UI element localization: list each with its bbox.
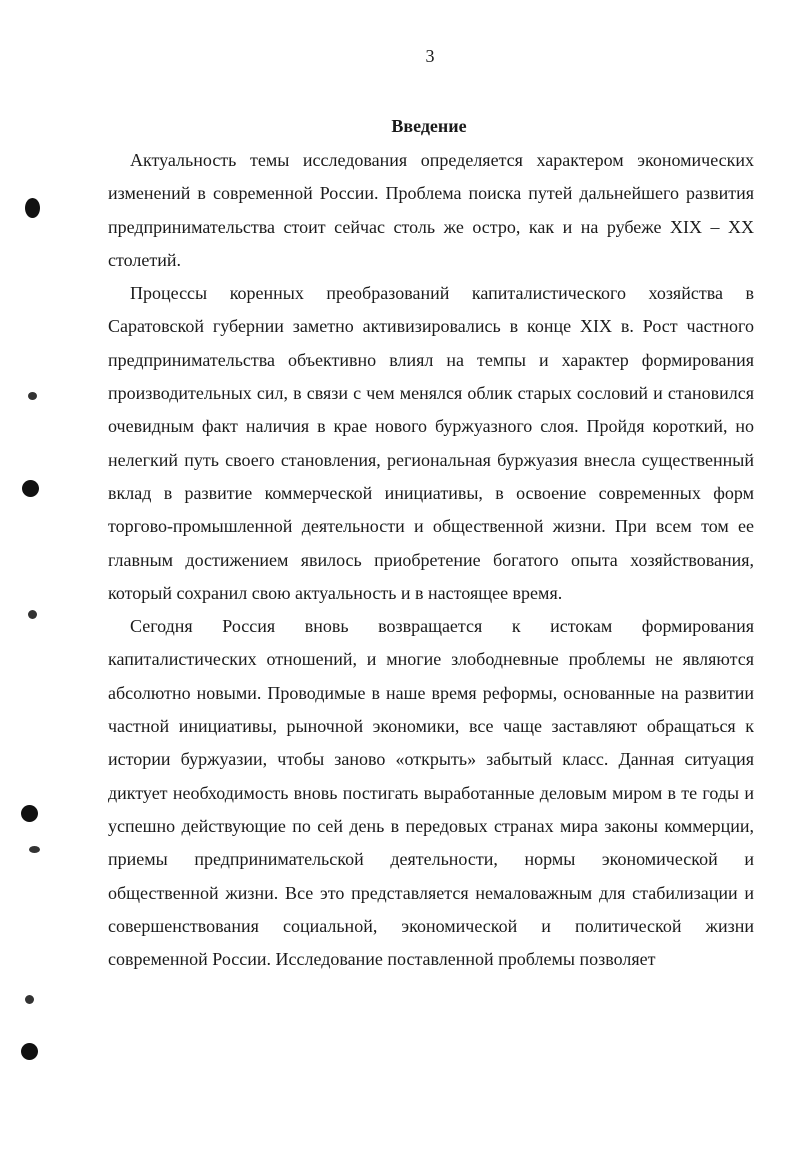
paragraph-3: Сегодня Россия вновь возвращается к истокам формирования капиталистических отношений, и многие злободневные проблемы не являются абсолютно новыми. Проводимые в наше время реформы, основанные на развитии частной инициативы, рыночной экономики, все чаще заставляют обращаться к истории буржуазии, чтобы заново «открыть» забытый класс. Данная ситуация диктует необходимость вновь постигать выработанные деловым миром в те годы и успешно действующие по сей день в передовых странах мира законы коммерции, приемы предпринимательской деятельности, нормы экономической и общественной жизни. Все это представляется немаловажным для стабилизации и совершенствования социальной, экономической и политической жизни современной России. Исследование поставленной проблемы позволяет — [108, 616, 754, 970]
punch-hole — [25, 198, 40, 218]
page-number: 3 — [425, 46, 435, 66]
section-heading: Введение — [391, 116, 467, 136]
body-text — [108, 144, 754, 976]
scan-speck — [25, 995, 34, 1004]
scan-speck — [28, 610, 37, 619]
scan-speck — [29, 846, 40, 853]
punch-hole — [21, 1043, 38, 1060]
punch-hole — [22, 480, 39, 497]
punch-hole — [21, 805, 38, 822]
paragraph-2: Процессы коренных преобразований капиталистического хозяйства в Саратовской губернии заметно активизировались в конце XIX в. Рост частного предпринимательства объективно влиял на темпы и характер формирования производительных сил, в связи с чем менялся облик старых сословий и становился очевидным факт наличия в крае нового буржуазного слоя. Пройдя короткий, но нелегкий путь своего становления, региональная буржуазия внесла существенный вклад в развитие коммерческой инициативы, в освоение современных форм торгово-промышленной деятельности и общественной жизни. При всем том ее главным достижением явилось приобретение богатого опыта хозяйствования, который сохранил свою актуальность и в настоящее время. — [108, 283, 754, 603]
scan-speck — [28, 392, 37, 400]
paragraph-1: Актуальность темы исследования определяется характером экономических изменений в современной России. Проблема поиска путей дальнейшего развития предпринимательства стоит сейчас столь же остро, как и на рубеже XIX – XX столетий. — [108, 150, 754, 270]
